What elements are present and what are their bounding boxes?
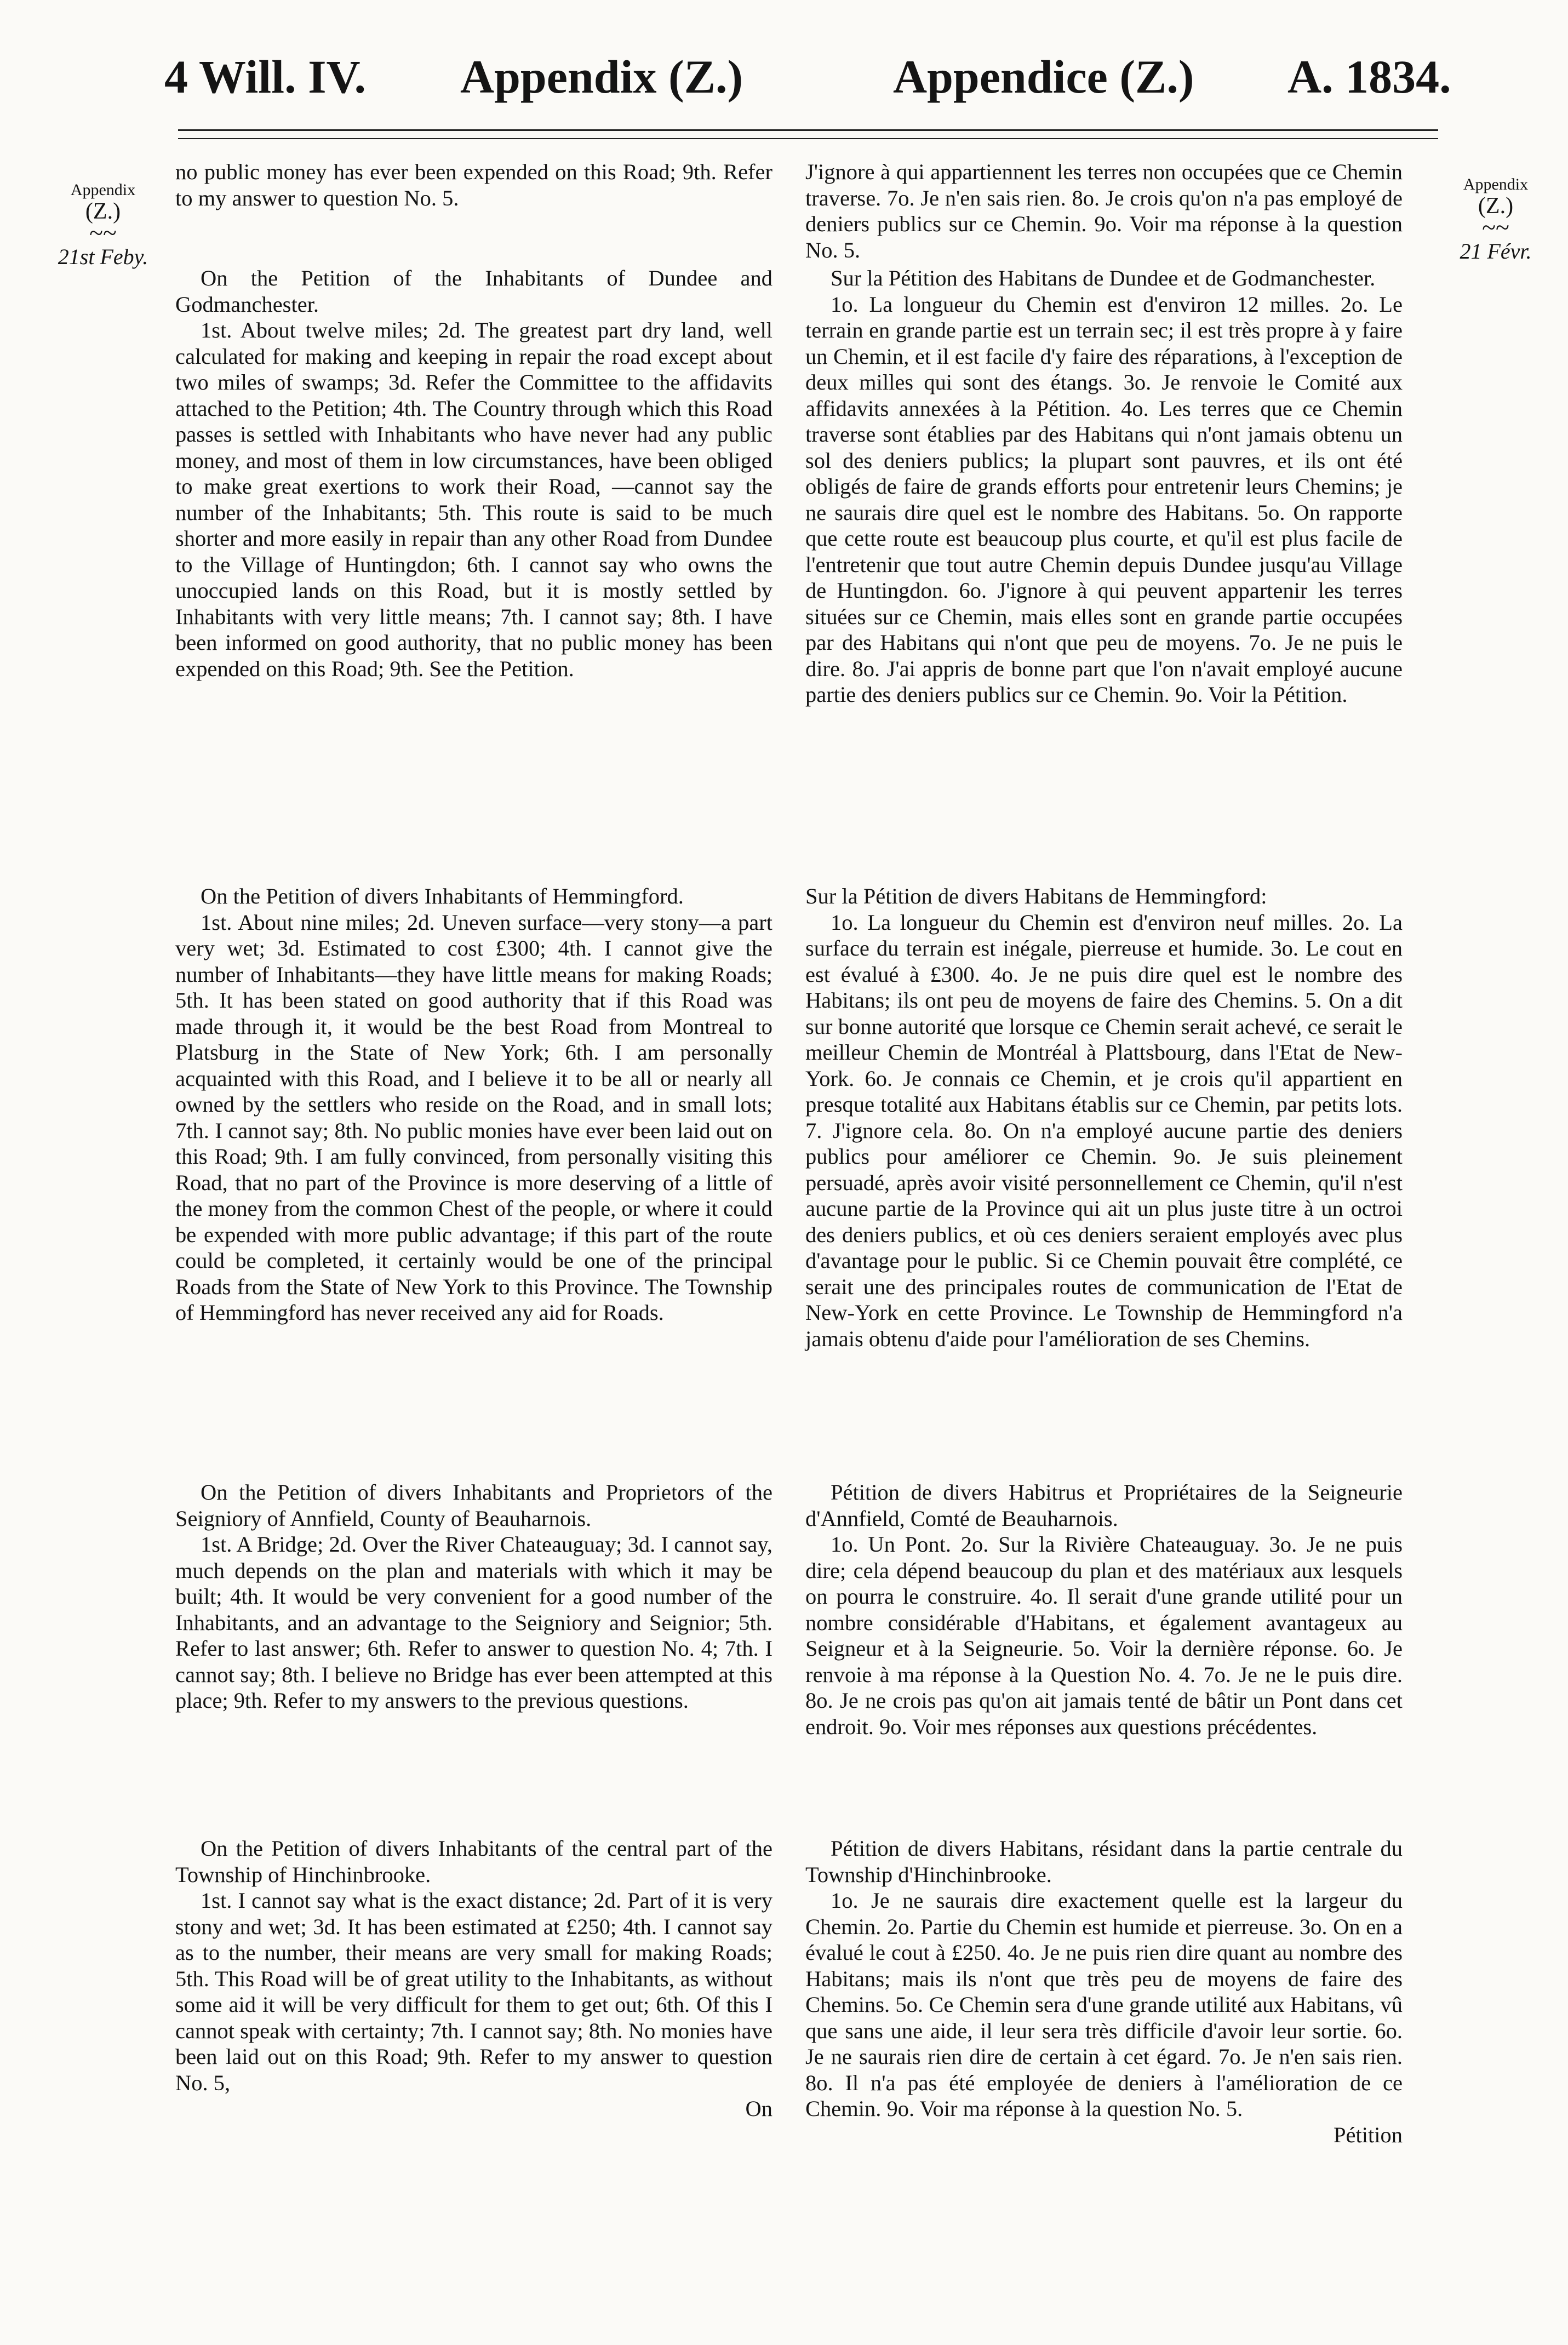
- header-rule: [178, 129, 1438, 139]
- fr-hinchinbrooke-body: 1o. Je ne saurais dire exactement quelle est la largeur du Chemin. 2o. Partie du Chemin est humide et pierreuse. 3o. On en a évalué le cout à £250. 4o. Je ne puis rien dire quant au nombre des Habitans; mais ils n'ont que très peu de moyens de faire des Chemins. 5o. Ce Chemin sera d'une grande utilité aux Habitans, vû que sans une aide, il leur sera très difficile d'avoir leur sortie. 6o. Je ne saurais rien dire de certain à cet égard. 7o. Je n'en sais rien. 8o. Il n'a pas été employée de deniers à l'amélioration de ce Chemin. 9o. Voir ma réponse à la question No. 5.: [805, 1888, 1403, 2121]
- french-section-hemmingford: [805, 883, 1403, 1352]
- english-section-hinchinbrooke: [175, 1835, 772, 2122]
- en-dundee-body: 1st. About twelve miles; 2d. The greatest part dry land, well calculated for making and keeping in repair the road except about two miles of swamps; 3d. Refer the Committee to the affidavits attached to the Petition; 4th. The Country through which this Road passes is settled with Inhabitants who have never had any public money, and most of them in low circumstances, have been obliged to make great exertions to work their Road, —cannot say the number of the Inhabitants; 5th. This route is said to be much shorter and more easily in repair than any other Road from Dundee to the Village of Huntingdon; 6th. I cannot say who owns the unoccupied lands on this Road, but it is mostly settled by Inhabitants with very little means; 7th. I cannot say; 8th. I have been informed on good authority, that no public money has been expended on this Road; 9th. See the Petition.: [175, 318, 772, 681]
- left-margin-letter: (Z.): [85, 199, 121, 224]
- en-dundee-heading: On the Petition of the Inhabitants of Dundee and Godmanchester.: [175, 266, 772, 317]
- fr-hemmingford-heading: Sur la Pétition de divers Habitans de Hemmingford:: [805, 884, 1267, 908]
- en-hinchinbrooke-heading: On the Petition of divers Inhabitants of the central part of the Township of Hinchinbrooke.: [175, 1836, 772, 1887]
- left-margin-note: [48, 181, 158, 269]
- en-hinchinbrooke-body: 1st. I cannot say what is the exact distance; 2d. Part of it is very stony and wet; 3d. It has been estimated at £250; 4th. I cannot say as to the number, their means are very small for making Roads; 5th. This Road will be of great utility to the Inhabitants, as without some aid it will be very difficult for them to get out; 6th. Of this I cannot speak with certainty; 7th. I cannot say; 8th. No monies have been laid out on this Road; 9th. Refer to my answer to question No. 5,: [175, 1888, 772, 2095]
- fr-dundee-heading: Sur la Pétition des Habitans de Dundee et de Godmanchester.: [831, 266, 1376, 290]
- left-margin-swash: ~~: [89, 219, 117, 247]
- fr-annfield-heading: Pétition de divers Habitrus et Propriétaires de la Seigneurie d'Annfield, Comté de Beauharnois.: [805, 1480, 1403, 1531]
- left-margin-date: 21st Feby.: [58, 244, 148, 270]
- en-annfield-heading: On the Petition of divers Inhabitants and Proprietors of the Seigniory of Annfield, County of Beauharnois.: [175, 1480, 772, 1531]
- french-section-hinchinbrooke: [805, 1835, 1403, 2148]
- fr-hemmingford-body: 1o. La longueur du Chemin est d'environ neuf milles. 2o. La surface du terrain est inégale, pierreuse et humide. 3o. Le cout en est évalué à £300. 4o. Je ne puis dire quel est le nombre des Habitans; ils ont peu de moyens de faire des Chemins. 5. On a dit sur bonne autorité que lorsque ce Chemin serait achevé, ce serait le meilleur Chemin de Montréal à Plattsbourg, dans l'Etat de New-York. 6o. Je connais ce Chemin, et je crois qu'il appartient en presque totalité aux Habitans établis sur ce Chemin, par petits lots. 7. J'ignore cela. 8o. On n'a employé aucune partie des deniers publics pour améliorer ce Chemin. 9o. Je suis pleinement persuadé, après avoir visité personnellement ce Chemin, qu'il n'est aucune partie de la Province qui ait un plus juste titre à un octroi des deniers publics, et où ces deniers seraient employés avec plus d'avantage pour le public. Si ce Chemin pouvait être complété, ce serait une des principales routes de communication de l'Etat de New-York en cette Province. Le Township de Hemmingford n'a jamais obtenu d'aide pour l'amélioration de ses Chemins.: [805, 910, 1403, 1351]
- fr-annfield-body: 1o. Un Pont. 2o. Sur la Rivière Chateauguay. 3o. Je ne puis dire; cela dépend beaucoup du plan et des matériaux aux lesquels on pourra le construire. 4o. Il serait d'une grande utilité pour un nombre considérable d'Habitans, et également avantageux au Seigneur et à la Seigneurie. 5o. Voir la dernière réponse. 6o. Je renvoie à ma réponse à la Question No. 4. 7o. Je ne le puis dire. 8o. Je ne crois pas qu'on ait jamais tenté de bâtir un Pont dans cet endroit. 9o. Voir mes réponses aux questions précédentes.: [805, 1532, 1403, 1739]
- en-continuation: no public money has ever been expended on this Road; 9th. Refer to my answer to question No. 5.: [175, 159, 772, 210]
- right-margin-note: [1446, 175, 1545, 264]
- en-hemmingford-body: 1st. About nine miles; 2d. Uneven surface—very stony—a part very wet; 3d. Estimated to cost £300; 4th. I cannot give the number of Inhabitants—they have little means for making Roads; 5th. It has been stated on good authority that if this Road was made through it, it would be the best Road from Montreal to Platsburg in the State of New York; 6th. I am personally acquainted with this Road, and I believe it to be all or nearly all owned by the settlers who reside on the Road, and in small lots; 7th. I cannot say; 8th. No public monies have ever been laid out on this Road; 9th. I am fully convinced, from personally visiting this Road, that no part of the Province is more deserving of a little of the money from the common Chest of the people, or where it could be expended with more public advantage; if this part of the route could be completed, it certainly would be one of the principal Roads from the State of New York to this Province. The Township of Hemmingford has never received any aid for Roads.: [175, 910, 772, 1325]
- french-column: [805, 159, 1403, 263]
- english-section-annfield: [175, 1479, 772, 1714]
- fr-dundee-body: 1o. La longueur du Chemin est d'environ 12 milles. 2o. Le terrain en grande partie est un terrain sec; il est très propre à y faire un Chemin, et il est facile d'y faire des réparations, à l'exception de deux milles qui sont des étangs. 3o. Je renvoie le Comité aux affidavits annexées à la Pétition. 4o. Les terres que ce Chemin traverse sont établies par des Habitans qui n'ont jamais obtenu un sol des deniers publics; la plupart sont pauvres, et ils ont été obligés de faire de grands efforts pour entretenir leurs Chemins; je ne saurais dire quel est le nombre des Habitans. 5o. On rapporte que cette route est beaucoup plus courte, et qu'il est plus facile de l'entretenir que tout autre Chemin depuis Dundee jusqu'au Village de Huntingdon. 6o. J'ignore à qui peuvent appartenir les terres situées sur ce Chemin, mais elles sont en grande partie occupées par des Habitans qui n'ont que peu de moyens. 7o. Je ne puis le dire. 8o. J'ai appris de bonne part que l'on n'avait employé aucune partie des deniers publics sur ce Chemin. 9o. Voir la Pétition.: [805, 291, 1403, 707]
- fr-hinchinbrooke-heading: Pétition de divers Habitans, résidant dans la partie centrale du Township d'Hinchinbrooke.: [805, 1836, 1403, 1887]
- en-catchword: On: [745, 2096, 772, 2121]
- left-margin-label: Appendix: [70, 181, 136, 199]
- right-margin-date: 21 Févr.: [1460, 239, 1532, 264]
- french-section-dundee: [805, 265, 1403, 708]
- french-section-annfield: [805, 1479, 1403, 1740]
- fr-catchword: Pétition: [1333, 2122, 1403, 2147]
- fr-continuation: J'ignore à qui appartiennent les terres non occupées que ce Chemin traverse. 7o. Je n'en sais rien. 8o. Je crois qu'on n'a pas employé de deniers publics sur ce Chemin. 9o. Voir ma réponse à la question No. 5.: [805, 159, 1403, 262]
- en-hemmingford-heading: On the Petition of divers Inhabitants of Hemmingford.: [201, 884, 684, 908]
- running-header: [164, 49, 1451, 110]
- english-section-dundee: [175, 265, 772, 682]
- header-year: A. 1834.: [1287, 50, 1451, 103]
- right-margin-label: Appendix: [1463, 175, 1529, 193]
- header-appendix-en: Appendix (Z.): [460, 50, 743, 103]
- en-annfield-body: 1st. A Bridge; 2d. Over the River Chateauguay; 3d. I cannot say, much depends on the plan and materials with which it may be built; 4th. It would be very convenient for a good number of the Inhabitants, and an advantage to the Seigniory and Seignior; 5th. Refer to last answer; 6th. Refer to answer to question No. 4; 7th. I cannot say; 8th. I believe no Bridge has ever been attempted at this place; 9th. Refer to my answers to the previous questions.: [175, 1532, 772, 1713]
- header-session: 4 Will. IV.: [164, 50, 367, 103]
- right-margin-swash: ~~: [1482, 213, 1509, 242]
- header-appendix-fr: Appendice (Z.): [893, 50, 1194, 103]
- english-section-hemmingford: [175, 883, 772, 1326]
- english-column: [175, 159, 772, 211]
- right-margin-letter: (Z.): [1478, 193, 1514, 219]
